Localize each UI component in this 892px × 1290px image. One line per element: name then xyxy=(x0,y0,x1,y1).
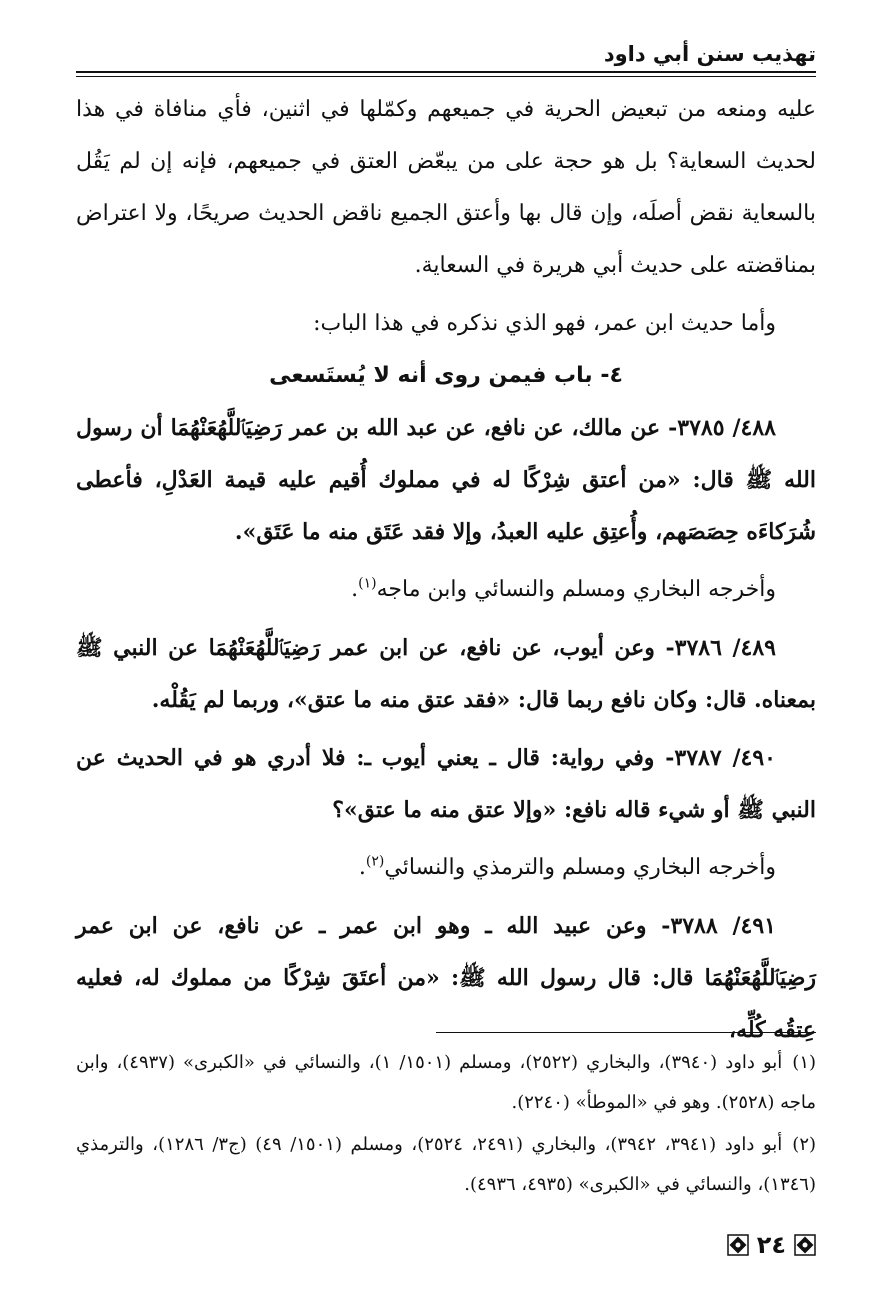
takhrij-2 xyxy=(76,842,816,894)
paragraph-2: وأما حديث ابن عمر، فهو الذي نذكره في هذا الباب: xyxy=(313,311,776,336)
hadith-490 xyxy=(76,732,816,836)
chapter-heading: ٤- باب فيمن روى أنه لا يُستَسعى xyxy=(269,363,623,388)
hadith-488 xyxy=(76,402,816,558)
footnote-text: أبو داود (٣٩٤٠)، والبخاري (٢٥٢٢)، ومسلم (١٥٠١/ ١)، والنسائي في «الكبرى» (٤٩٣٧)، وابن ماجه (٢٥٢٨). وهو في «الموطأ» (٢٢٤٠). xyxy=(76,1052,816,1113)
footnote-ref-2: (٢) xyxy=(365,853,385,870)
takhrij-text: وأخرجه البخاري ومسلم والترمذي والنسائي xyxy=(384,855,776,880)
main-text xyxy=(76,84,816,1056)
hadith-text: وعن أيوب، عن نافع، عن ابن عمر رَضِيَٱللَّهُعَنْهُمَا عن النبي ﷺ بمعناه. قال: وكان نافع ربما قال: «فقد عتق منه ما عتق»، وربما لم يَقُلْه. xyxy=(76,635,816,713)
hadith-number: ٤٨٩/ ٣٧٨٦- xyxy=(665,635,776,661)
takhrij-text: وأخرجه البخاري ومسلم والنسائي وابن ماجه xyxy=(376,577,776,602)
ornament-icon xyxy=(794,1234,816,1256)
footnote-number: (٢) xyxy=(792,1134,817,1155)
paragraph-1: عليه ومنعه من تبعيض الحرية في جميعهم وكمّلها في اثنين، فأي منافاة في هذا لحديث السعاية؟ بل هو حجة على من يبعّض العتق في جميعهم، فإنه إن لم يَقُل بالسعاية نقض أصلَه، وإن قال بها وأعتق الجميع ناقض الحديث صريحًا، ولا اعتراض بمناقضته على حديث أبي هريرة في السعاية. xyxy=(76,97,816,278)
header-rule-thick xyxy=(76,71,816,73)
hadith-number: ٤٩٠/ ٣٧٨٧- xyxy=(665,745,776,771)
book-page xyxy=(76,32,816,1262)
book-title: تهذيب سنن أبي داود xyxy=(603,42,816,66)
footnote-number: (١) xyxy=(792,1052,817,1073)
takhrij-end: . xyxy=(351,577,359,602)
footnote-1 xyxy=(76,1043,816,1123)
footnote-ref-1: (١) xyxy=(358,575,377,592)
ornament-icon xyxy=(727,1234,749,1256)
page-number: ٢٤ xyxy=(756,1231,786,1259)
takhrij-1 xyxy=(76,564,816,616)
takhrij-end: . xyxy=(358,855,366,880)
hadith-number: ٤٩١/ ٣٧٨٨- xyxy=(661,913,776,939)
hadith-number: ٤٨٨/ ٣٧٨٥- xyxy=(668,415,776,441)
page-folio xyxy=(727,1228,816,1262)
hadith-489 xyxy=(76,622,816,726)
footnote-2 xyxy=(76,1125,816,1205)
hadith-text: وفي رواية: قال ـ يعني أيوب ـ: فلا أدري هو في الحديث عن النبي ﷺ أو شيء قاله نافع: «وإلا عتق منه ما عتق»؟ xyxy=(76,745,816,823)
footnote-separator-wrap xyxy=(76,1032,816,1033)
footnote-text: أبو داود (٣٩٤١، ٣٩٤٢)، والبخاري (٢٤٩١، ٢٥٢٤)، ومسلم (١٥٠١/ ٤٩) (ج٣/ ١٢٨٦)، والترمذي (١٣٤٦)، والنسائي في «الكبرى» (٤٩٣٥، ٤٩٣٦). xyxy=(76,1134,816,1195)
hadith-text: وعن عبيد الله ـ وهو ابن عمر ـ عن نافع، عن ابن عمر رَضِيَٱللَّهُعَنْهُمَا قال: قال رسول الله ﷺ: «من أعتَقَ شِرْكًا من مملوك له، فعليه عِتقُه كُلِّه، xyxy=(76,913,816,1043)
header-rule-thin xyxy=(76,76,816,77)
hadith-text: عن مالك، عن نافع، عن عبد الله بن عمر رَضِيَٱللَّهُعَنْهُمَا أن رسول الله ﷺ قال: «من أعتق شِرْكًا له في مملوك أُقيم عليه قيمة العَدْلِ، فأعطى شُرَكاءَه حِصَصَهم، وأُعتِق عليه العبدُ، وإلا فقد عَتَق منه ما عَتَق». xyxy=(76,415,816,545)
footnotes-section xyxy=(76,1032,816,1205)
running-header xyxy=(76,32,816,74)
footnote-separator xyxy=(436,1032,816,1033)
